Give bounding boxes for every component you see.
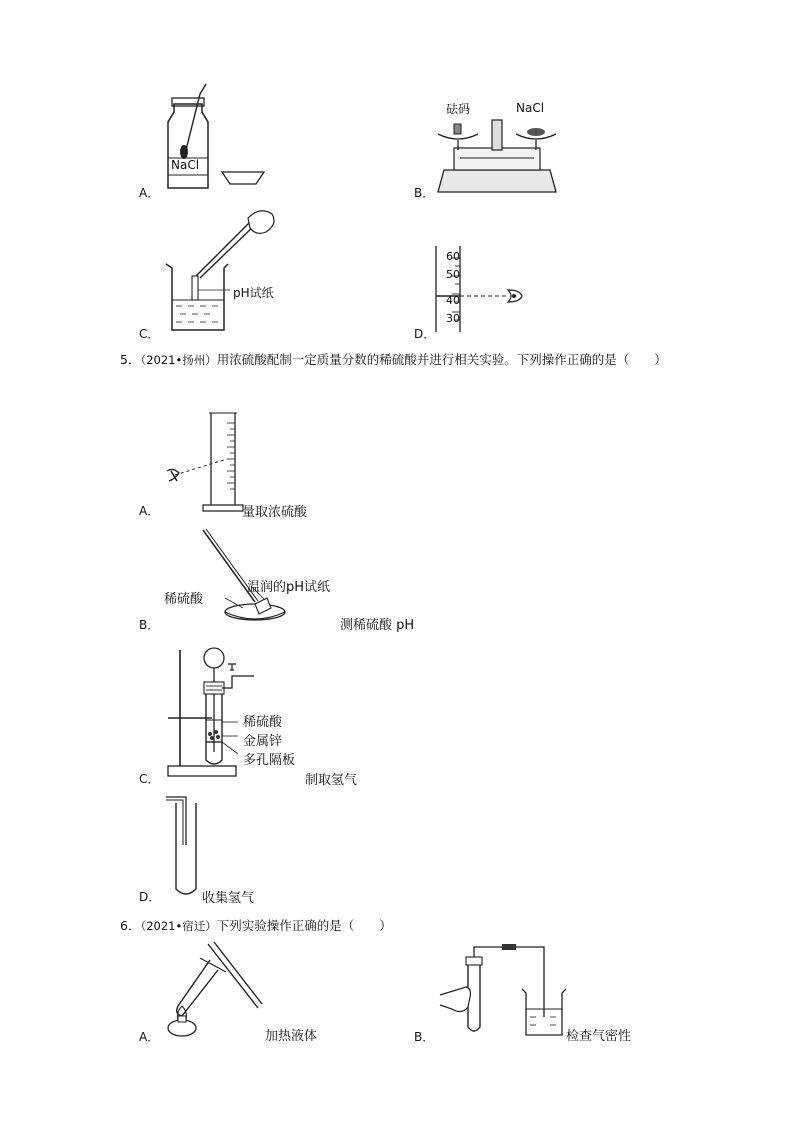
q5b-dilute-acid-label: 稀硫酸	[164, 592, 204, 607]
q6a-figure	[160, 942, 270, 1042]
q6-option-a[interactable]: A．	[139, 1030, 160, 1044]
q4b-figure	[432, 108, 562, 194]
q5-stem	[120, 350, 667, 368]
q5-option-b[interactable]: B．	[139, 618, 160, 632]
q4c-ph-paper-label: pH试纸	[233, 286, 274, 300]
q4-option-d[interactable]: D．	[414, 327, 436, 341]
q5c-caption: 制取氢气	[305, 773, 358, 788]
q6b-caption: 检查气密性	[566, 1029, 632, 1044]
q5c-acid-label: 稀硫酸	[243, 715, 283, 730]
q4d-tick-30: 30	[446, 312, 460, 325]
q4d-tick-40: 40	[446, 294, 460, 307]
q6b-figure	[438, 945, 568, 1039]
q6-option-b[interactable]: B．	[414, 1030, 435, 1044]
q6-text: 下列实验操作正确的是（ ）	[216, 918, 392, 933]
q5a-figure	[165, 413, 245, 518]
q6-stem	[120, 916, 392, 934]
q5b-caption: 测稀硫酸 pH	[340, 618, 415, 633]
q5-option-c[interactable]: C．	[139, 772, 160, 786]
q4b-weights-label: 砝码	[446, 102, 471, 116]
q4-option-b[interactable]: B．	[414, 186, 435, 200]
q5c-zinc-label: 金属锌	[243, 734, 283, 749]
q4c-figure	[160, 206, 285, 336]
q5d-caption: 收集氢气	[202, 891, 255, 906]
q5-option-d[interactable]: D．	[139, 890, 161, 904]
q4d-figure	[430, 246, 530, 336]
q5c-porous-plate-label: 多孔隔板	[243, 753, 296, 768]
q6a-caption: 加热液体	[265, 1029, 318, 1044]
q4d-tick-50: 50	[446, 268, 460, 281]
q5-text: 用浓硫酸配制一定质量分数的稀硫酸并进行相关实验。下列操作正确的是（ ）	[216, 352, 667, 367]
q4d-tick-60: 60	[446, 250, 460, 263]
q5-number: 5．	[120, 352, 141, 367]
q4a-figure	[160, 80, 280, 195]
q5b-ph-paper-label: 温润的pH试纸	[247, 580, 331, 595]
q6-source: （2021•宿迁）	[140, 919, 217, 933]
q5d-figure	[164, 795, 214, 900]
q5-option-a[interactable]: A．	[139, 504, 160, 518]
q4b-nacl-label: NaCl	[516, 101, 545, 115]
q5-source: （2021•扬州）	[140, 353, 217, 367]
q4-option-a[interactable]: A．	[139, 186, 160, 200]
q5a-caption: 量取浓硫酸	[242, 505, 308, 520]
q4-option-c[interactable]: C．	[139, 327, 160, 341]
q6-number: 6．	[120, 918, 141, 933]
q4a-nacl-label: NaCl	[171, 158, 200, 172]
